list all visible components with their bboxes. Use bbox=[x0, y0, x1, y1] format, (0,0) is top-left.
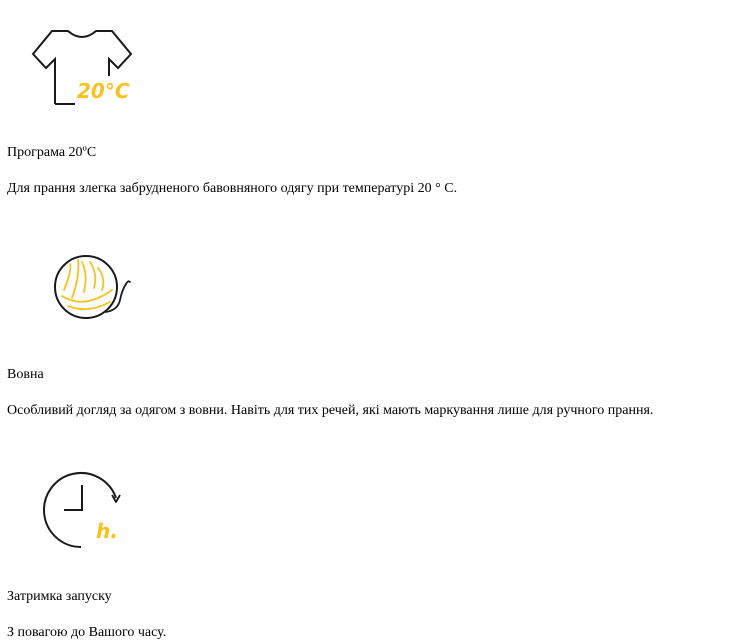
clock-hours-label: h. bbox=[96, 519, 118, 543]
feature-title-wool: Вовна bbox=[7, 367, 44, 382]
wool-yarn-ball-icon bbox=[48, 250, 134, 322]
feature-description-wool: Особливий догляд за одягом з вовни. Навіть для тих речей, які мають маркування лише для ручного прання. bbox=[7, 403, 654, 418]
feature-title-delay-start: Затримка запуску bbox=[7, 589, 112, 604]
tshirt-20c-icon bbox=[28, 26, 136, 108]
feature-description-delay-start: З повагою до Вашого часу. bbox=[7, 625, 167, 640]
tshirt-temp-label: 20°C bbox=[77, 79, 130, 103]
clock-delay-icon bbox=[36, 468, 136, 554]
feature-description-program-20c: Для прання злегка забрудненого бавовняного одягу при температурі 20 ° С. bbox=[7, 181, 458, 196]
feature-title-program-20c: Програма 20ºС bbox=[7, 145, 97, 160]
